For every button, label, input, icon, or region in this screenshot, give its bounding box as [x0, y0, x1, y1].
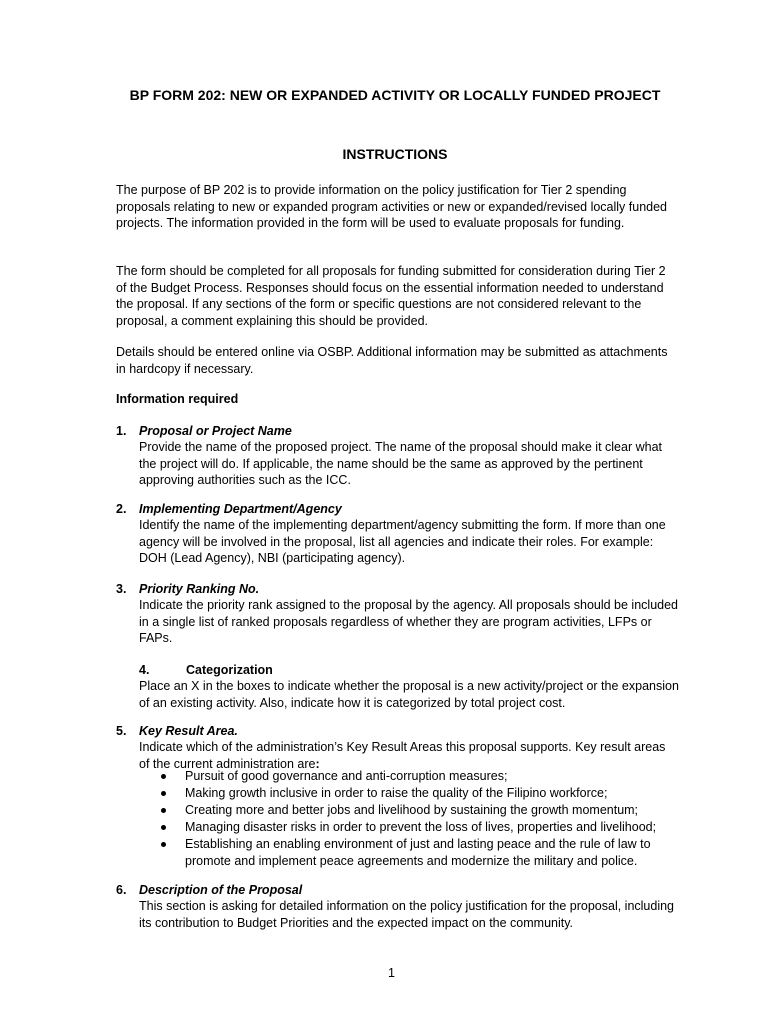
item-body: Identify the name of the implementing department/agency submitting the form. If more than one agency will be involved in the proposal, list all agencies and indicate their roles. For example: DOH (Lead Agency), NBI (participating agency). — [139, 518, 666, 565]
bullet-icon — [161, 842, 166, 847]
item-number: 3. — [116, 582, 127, 596]
document-title: BP FORM 202: NEW OR EXPANDED ACTIVITY OR LOCALLY FUNDED PROJECT — [129, 87, 661, 103]
list-item — [160, 768, 680, 785]
item-heading: Implementing Department/Agency — [139, 502, 342, 516]
item-body: Place an X in the boxes to indicate whether the proposal is a new activity/project or the expansion of an existing activity. Also, indicate how it is categorized by total project cost. — [139, 679, 679, 710]
bullet-icon — [161, 791, 166, 796]
bullet-icon — [161, 825, 166, 830]
list-item — [160, 785, 680, 802]
item-number: 1. — [116, 424, 127, 438]
item-heading: Description of the Proposal — [139, 883, 303, 897]
document-subtitle: INSTRUCTIONS — [342, 146, 448, 162]
info-required-heading: Information required — [116, 392, 239, 406]
list-item — [160, 802, 680, 819]
paragraph-completion: The form should be completed for all proposals for funding submitted for consideration during Tier 2 of the Budget Process. Responses should focus on the essential information needed to understand the proposal. If any sections of the form or specific questions are not considered relevant to the proposal, a comment explaining this should be provided. — [116, 264, 666, 328]
item-heading: Priority Ranking No. — [139, 582, 260, 596]
item-heading: Categorization — [186, 663, 273, 677]
paragraph-purpose: The purpose of BP 202 is to provide information on the policy justification for Tier 2 spending proposals relating to new or expanded program activities or new or expanded/revised locally funded projects. The information provided in the form will be used to evaluate proposals for funding. — [116, 183, 668, 230]
item-body: Provide the name of the proposed project. The name of the proposal should make it clear what the project will do. If applicable, the name should be the same as approved by the pertinent approving authorities such as the ICC. — [139, 440, 662, 487]
bullet-icon — [161, 774, 166, 779]
item-body: This section is asking for detailed information on the policy justification for the proposal, including its contribution to Budget Priorities and the expected impact on the community. — [139, 899, 675, 930]
list-item-text: Creating more and better jobs and livelihood by sustaining the growth momentum; — [185, 803, 639, 817]
item-body-text: Indicate which of the administration’s Key Result Areas this proposal supports. Key result areas of the current administration are — [139, 740, 666, 771]
item-number: 2. — [116, 502, 127, 516]
list-item — [160, 836, 680, 870]
item-number: 6. — [116, 883, 127, 897]
list-item-text: Pursuit of good governance and anti-corruption measures; — [185, 769, 508, 783]
item-heading: Key Result Area. — [139, 724, 238, 738]
list-item — [160, 819, 680, 836]
item-number: 5. — [116, 724, 127, 738]
list-item-text: Making growth inclusive in order to raise the quality of the Filipino workforce; — [185, 786, 608, 800]
page-number: 1 — [388, 966, 395, 980]
bullet-icon — [161, 808, 166, 813]
item-heading: Proposal or Project Name — [139, 424, 292, 438]
paragraph-details: Details should be entered online via OSBP. Additional information may be submitted as attachments in hardcopy if necessary. — [116, 345, 668, 376]
item-body-colon: : — [315, 756, 320, 771]
list-item-text: Managing disaster risks in order to prevent the loss of lives, properties and livelihood; — [185, 820, 657, 834]
key-result-area-list — [160, 768, 680, 870]
item-number: 4. — [139, 663, 150, 677]
item-body: Indicate the priority rank assigned to the proposal by the agency. All proposals should be included in a single list of ranked proposals regardless of whether they are program activities, LFPs or FAPs. — [139, 598, 678, 645]
list-item-text: Establishing an enabling environment of just and lasting peace and the rule of law to promote and implement peace agreements and modernize the military and police. — [185, 837, 651, 868]
